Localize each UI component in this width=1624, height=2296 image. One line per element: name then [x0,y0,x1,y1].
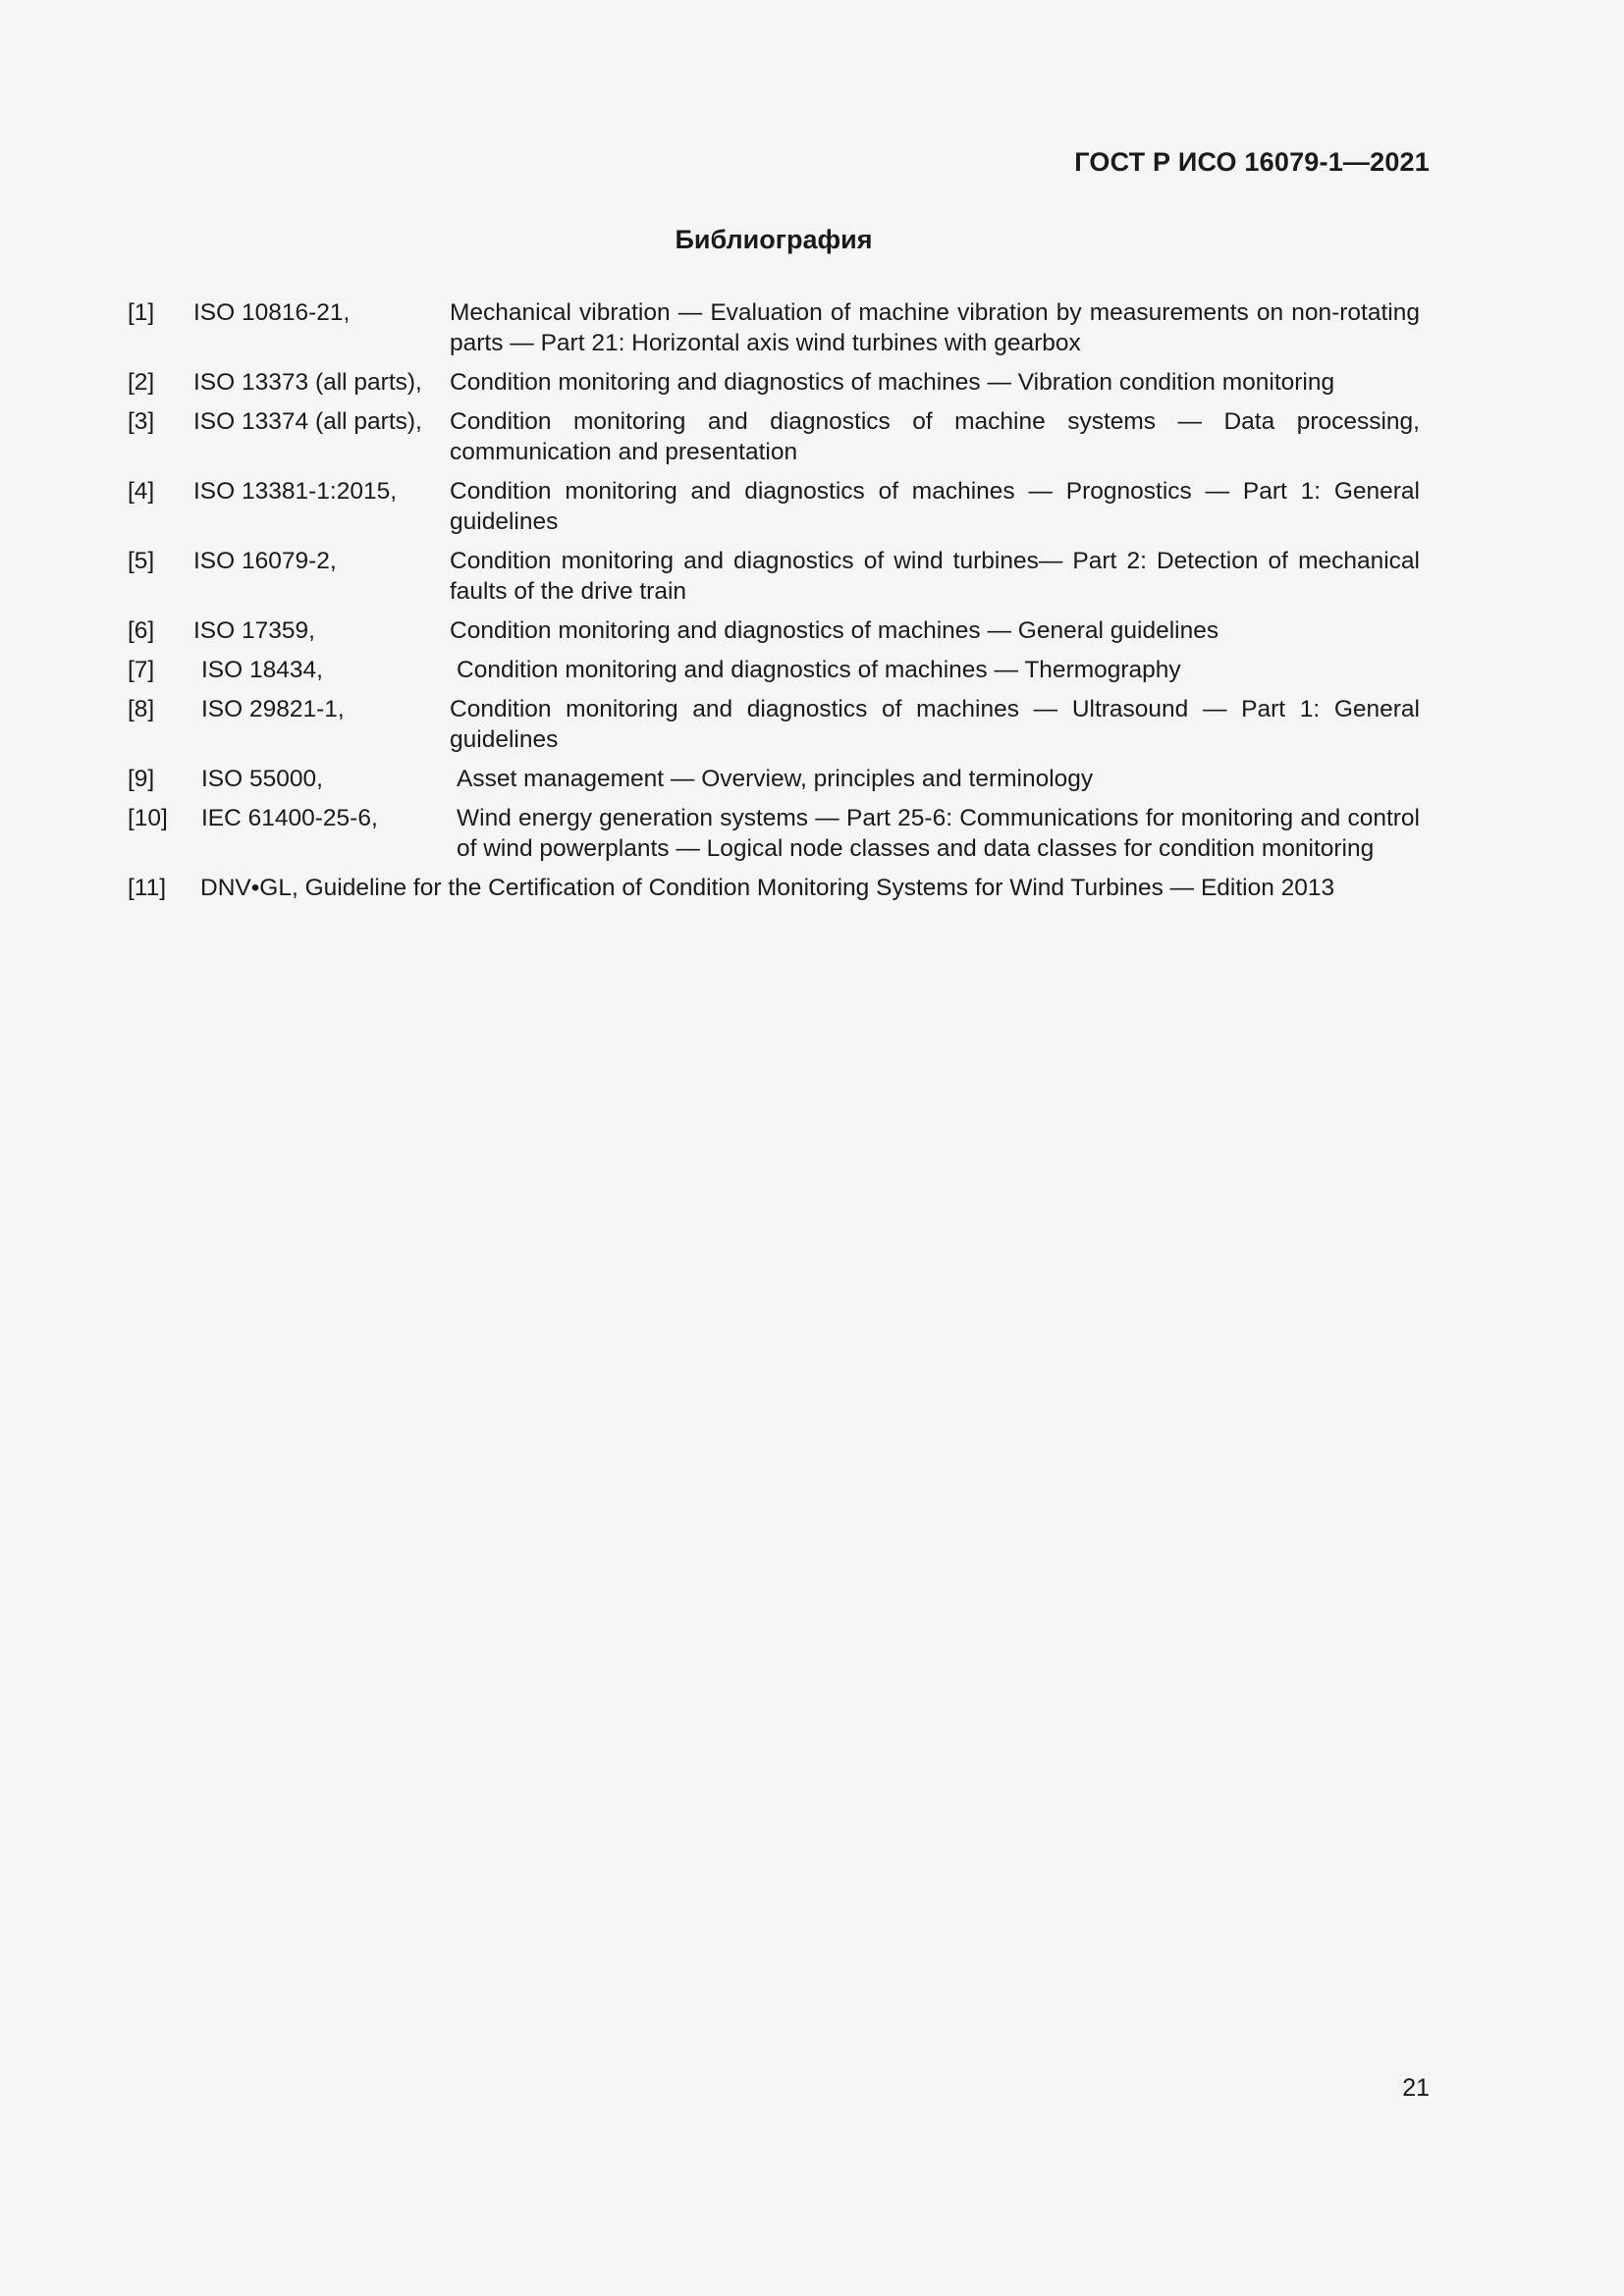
entry-number: [11] [128,875,167,901]
bibliography-entry-2 [128,367,1420,398]
page-title: Библиография [675,225,873,254]
entry-reference: ISO 55000, [201,766,323,792]
entry-description: Condition monitoring and diagnostics of machines — Thermography [457,657,1181,683]
entry-description: Condition monitoring and diagnostics of machines — General guidelines [450,617,1219,644]
entry-description: Wind energy generation systems — Part 25-6: Communications for monitoring and control of wind powerplants — Logical node classes and data classes for condition monitoring [457,805,1420,862]
entry-description: Asset management — Overview, principles and terminology [457,766,1094,792]
bibliography-entry-1 [128,297,1420,358]
entry-description: Condition monitoring and diagnostics of machines — Ultrasound — Part 1: General guidelines [450,696,1420,753]
entry-description: Condition monitoring and diagnostics of machines — Vibration condition monitoring [450,369,1335,396]
bibliography-entry-4 [128,476,1420,537]
bibliography-entry-9 [128,764,1420,794]
entry-reference: ISO 13374 (all parts), [193,408,422,435]
entry-reference: ISO 18434, [201,657,323,683]
entry-number: [2] [128,369,155,396]
entry-full-text: DNV•GL, Guideline for the Certification of Condition Monitoring Systems for Wind Turbines — Edition 2013 [200,875,1335,901]
entry-number: [10] [128,805,168,831]
bibliography-entry-3 [128,406,1420,467]
document-code: ГОСТ Р ИСО 16079-1—2021 [1074,147,1430,177]
entry-number: [4] [128,478,155,505]
bibliography-list [128,297,1420,912]
entry-description: Mechanical vibration — Evaluation of machine vibration by measurements on non-rotating parts — Part 21: Horizontal axis wind turbines with gearbox [450,299,1420,356]
bibliography-entry-5 [128,546,1420,607]
entry-description: Condition monitoring and diagnostics of wind turbines— Part 2: Detection of mechanical faults of the drive train [450,548,1420,605]
entry-reference: ISO 10816-21, [193,299,351,326]
entry-reference: ISO 29821-1, [201,696,345,722]
entry-number: [5] [128,548,155,574]
entry-description: Condition monitoring and diagnostics of machines — Prognostics — Part 1: General guidelines [450,478,1420,535]
entry-number: [6] [128,617,155,644]
entry-number: [8] [128,696,155,722]
entry-number: [1] [128,299,155,326]
entry-reference: IEC 61400-25-6, [201,805,378,831]
entry-reference: ISO 13381-1:2015, [193,478,398,505]
bibliography-entry-11 [128,873,1420,903]
page-number: 21 [1402,2074,1430,2102]
entry-description: Condition monitoring and diagnostics of machine systems — Data processing, communication and presentation [450,408,1420,465]
entry-number: [9] [128,766,155,792]
bibliography-entry-7 [128,655,1420,685]
entry-reference: ISO 16079-2, [193,548,337,574]
bibliography-entry-8 [128,694,1420,755]
entry-reference: ISO 17359, [193,617,315,644]
bibliography-entry-6 [128,615,1420,646]
bibliography-entry-10 [128,803,1420,864]
entry-number: [7] [128,657,155,683]
entry-number: [3] [128,408,155,435]
entry-reference: ISO 13373 (all parts), [193,369,422,396]
